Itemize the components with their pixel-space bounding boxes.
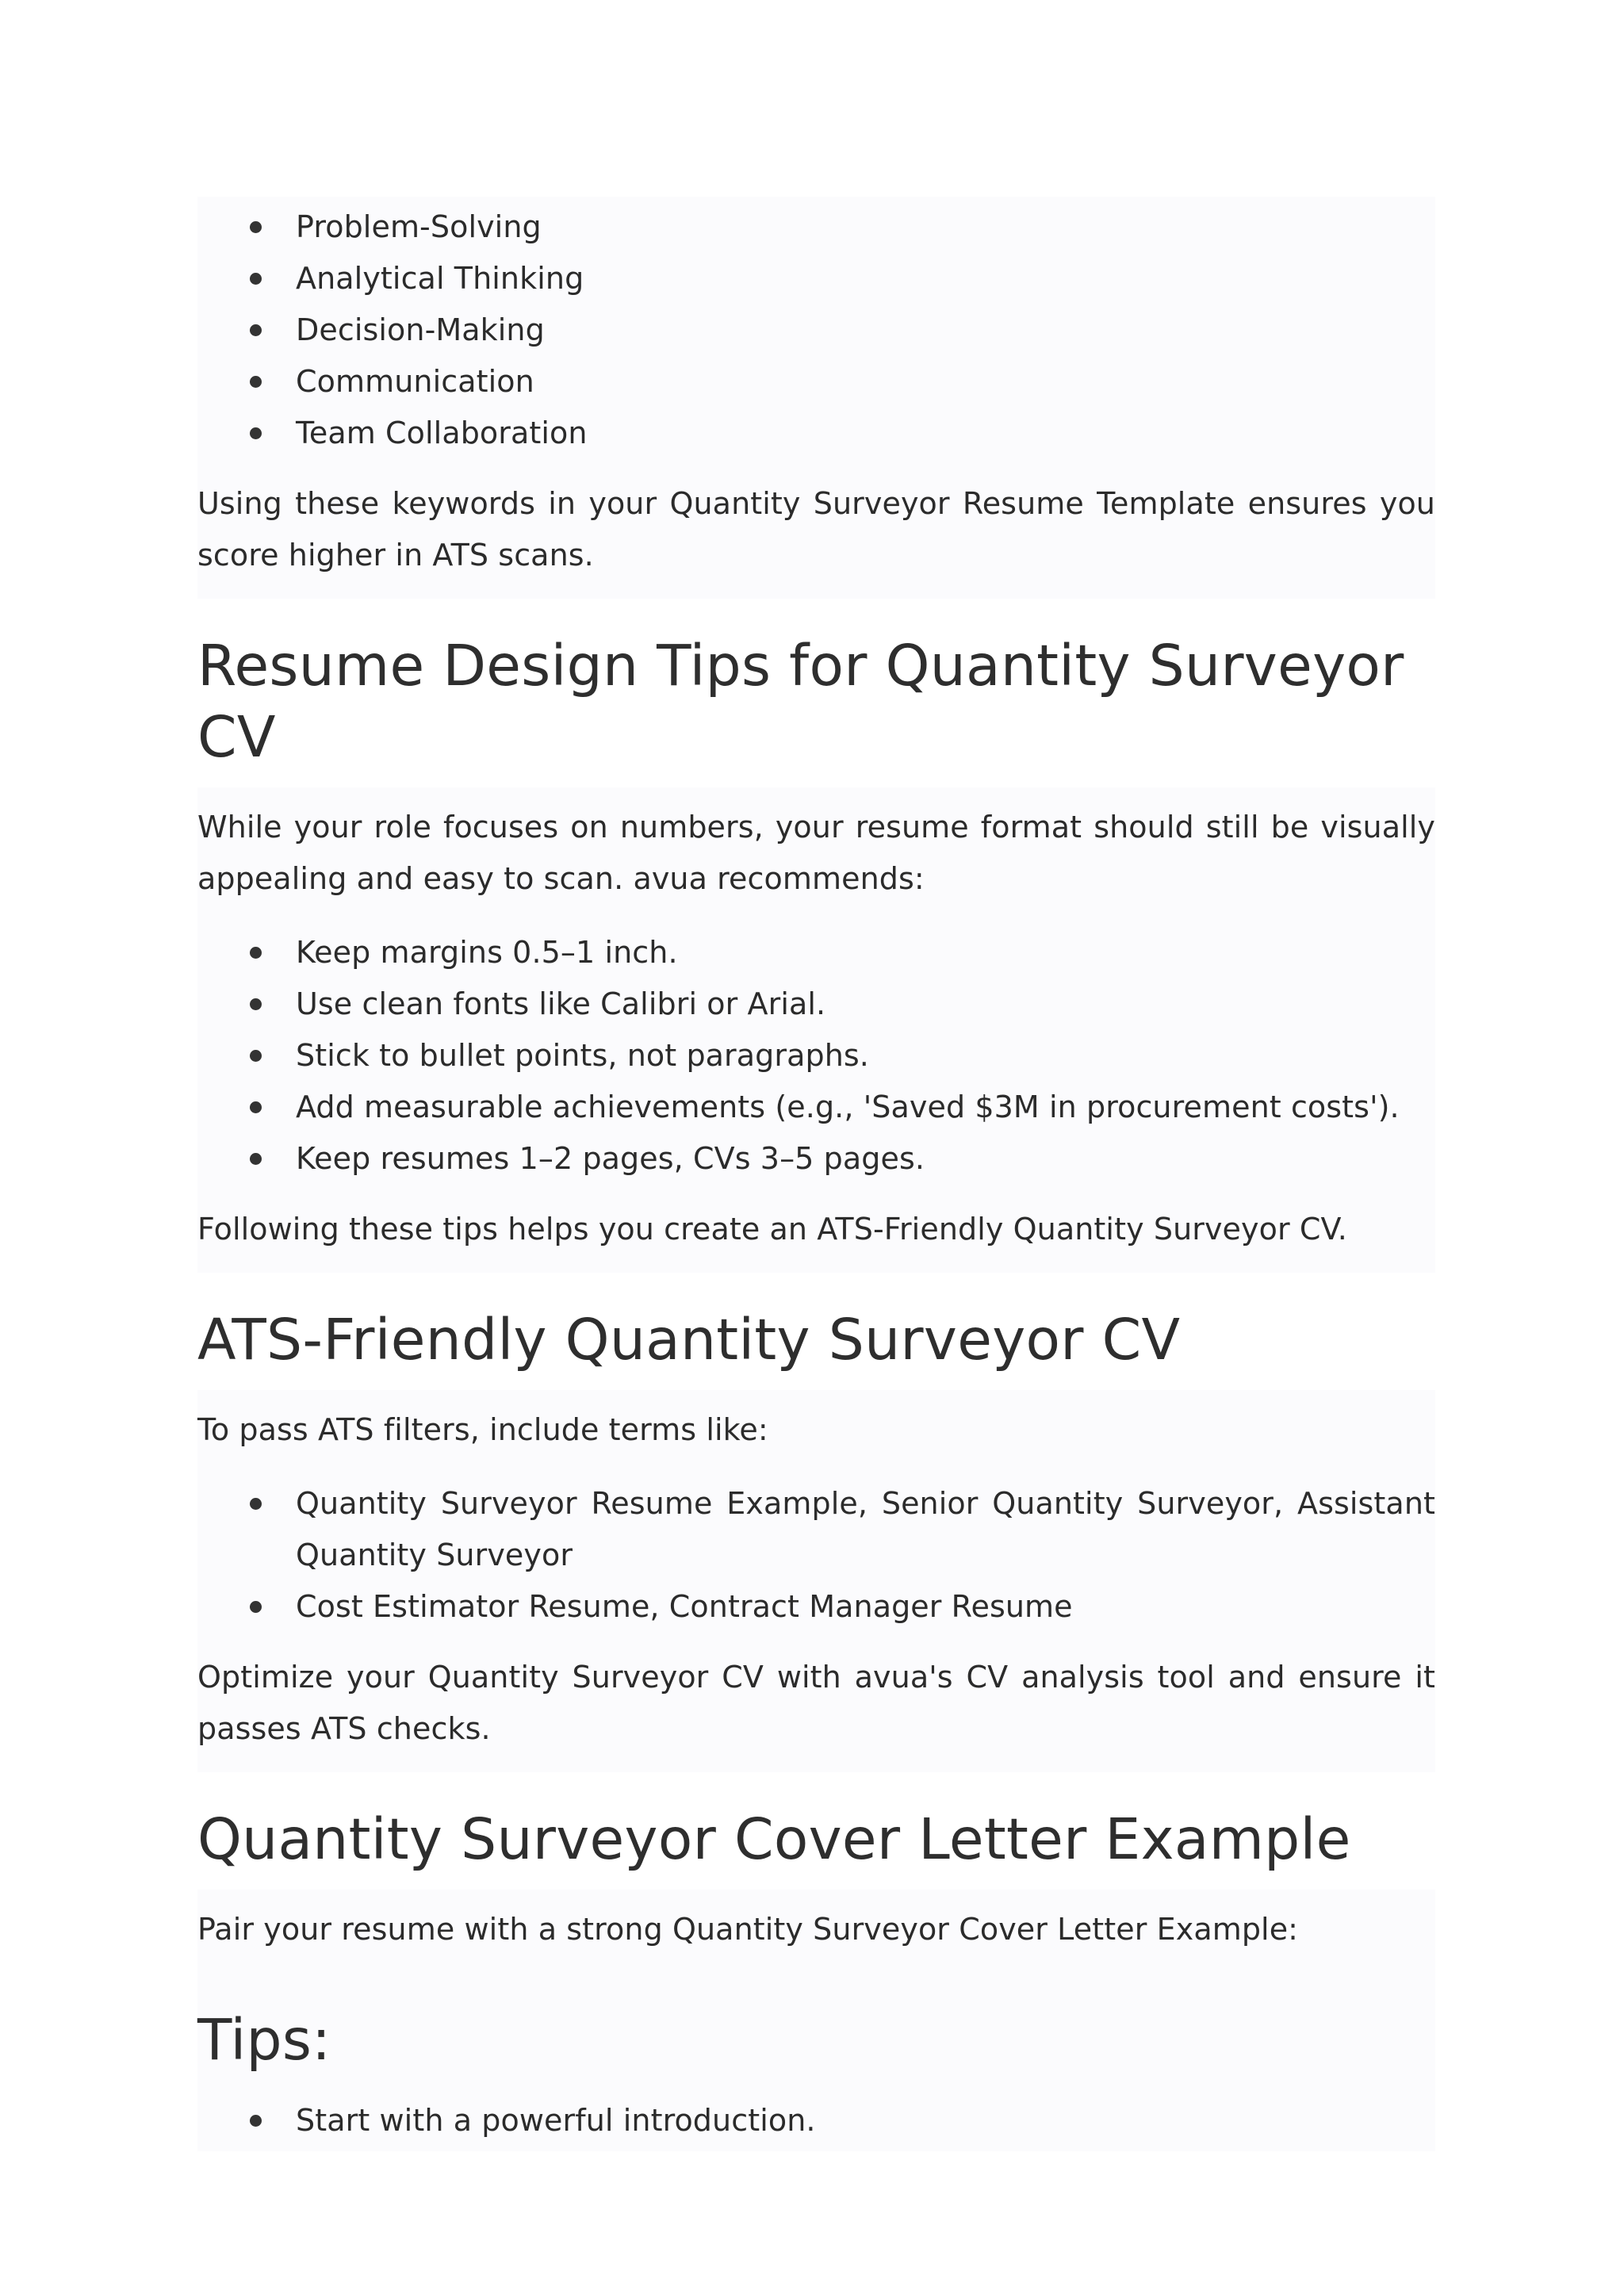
bullet-icon [250,376,262,388]
ats-friendly-heading: ATS-Friendly Quantity Surveyor CV [197,1307,1181,1373]
keywords-note-block [197,464,1435,599]
list-item [197,1478,1435,1581]
cover-letter-intro-block [197,1890,1435,1973]
bullet-icon [250,2115,262,2127]
bullet-icon [250,221,262,233]
list-item-text: Keep margins 0.5–1 inch. [296,935,678,970]
design-tips-list [197,922,1435,1189]
list-item-text: Use clean fonts like Calibri or Arial. [296,986,826,1021]
bullet-icon [250,1153,262,1165]
list-item-text: Quantity Surveyor Resume Example, Senior Quantity Surveyor, Assistant Quantity Surveyor [296,1486,1435,1572]
keywords-note: Using these keywords in your Quantity Surveyor Resume Template ensures you score higher in ATS scans. [197,486,1435,573]
cover-letter-heading-block [197,1772,1435,1890]
ats-terms-list-block [197,1473,1435,1637]
list-item-text: Analytical Thinking [296,261,584,296]
list-item [197,356,1435,408]
ats-friendly-heading-block [197,1273,1435,1390]
list-item-text: Problem-Solving [296,209,542,244]
list-item [197,1133,1435,1185]
bullet-icon [250,1498,262,1510]
list-item [197,408,1435,459]
ats-friendly-intro: To pass ATS filters, include terms like: [197,1412,768,1447]
ats-friendly-outro: Optimize your Quantity Surveyor CV with avua's CV analysis tool and ensure it passes ATS checks. [197,1660,1435,1746]
design-tips-outro: Following these tips helps you create an ATS-Friendly Quantity Surveyor CV. [197,1212,1347,1247]
tips-list-block [197,2090,1435,2151]
design-tips-outro-block [197,1189,1435,1273]
list-item-text: Communication [296,364,534,399]
list-item [197,201,1435,253]
list-item [197,1082,1435,1133]
list-item-text: Stick to bullet points, not paragraphs. [296,1038,869,1073]
bullet-icon [250,324,262,336]
bullet-icon [250,998,262,1010]
ats-friendly-outro-block [197,1637,1435,1772]
design-tips-intro: While your role focuses on numbers, your resume format should still be visually appealing and easy to scan. avua recommends: [197,810,1435,896]
cover-letter-intro: Pair your resume with a strong Quantity Surveyor Cover Letter Example: [197,1912,1299,1947]
list-item-text: Start with a powerful introduction. [296,2103,816,2138]
document-content [197,197,1435,2151]
design-tips-intro-block [197,787,1435,922]
cover-letter-heading: Quantity Surveyor Cover Letter Example [197,1806,1351,1872]
list-item [197,927,1435,978]
design-tips-list-block [197,922,1435,1189]
list-item-text: Keep resumes 1–2 pages, CVs 3–5 pages. [296,1141,925,1176]
bullet-icon [250,1101,262,1113]
skills-list [197,197,1435,464]
ats-terms-list [197,1473,1435,1637]
design-tips-heading-block [197,599,1435,787]
list-item-text: Add measurable achievements (e.g., 'Saved $3M in procurement costs'). [296,1090,1400,1124]
list-item-text: Cost Estimator Resume, Contract Manager Resume [296,1589,1073,1624]
list-item [197,978,1435,1030]
ats-friendly-intro-block [197,1390,1435,1473]
tips-list [197,2090,1435,2151]
list-item-text: Decision-Making [296,312,545,347]
bullet-icon [250,427,262,439]
list-item [197,253,1435,304]
list-item [197,1581,1435,1633]
bullet-icon [250,273,262,285]
list-item [197,1030,1435,1082]
bullet-icon [250,947,262,959]
list-item [197,304,1435,356]
design-tips-heading: Resume Design Tips for Quantity Surveyor CV [197,633,1404,770]
tips-heading: Tips: [197,2007,331,2073]
list-item-text: Team Collaboration [296,416,588,450]
bullet-icon [250,1601,262,1613]
bullet-icon [250,1050,262,1062]
skills-list-block [197,197,1435,464]
list-item [197,2095,1435,2147]
tips-heading-block [197,1973,1435,2090]
